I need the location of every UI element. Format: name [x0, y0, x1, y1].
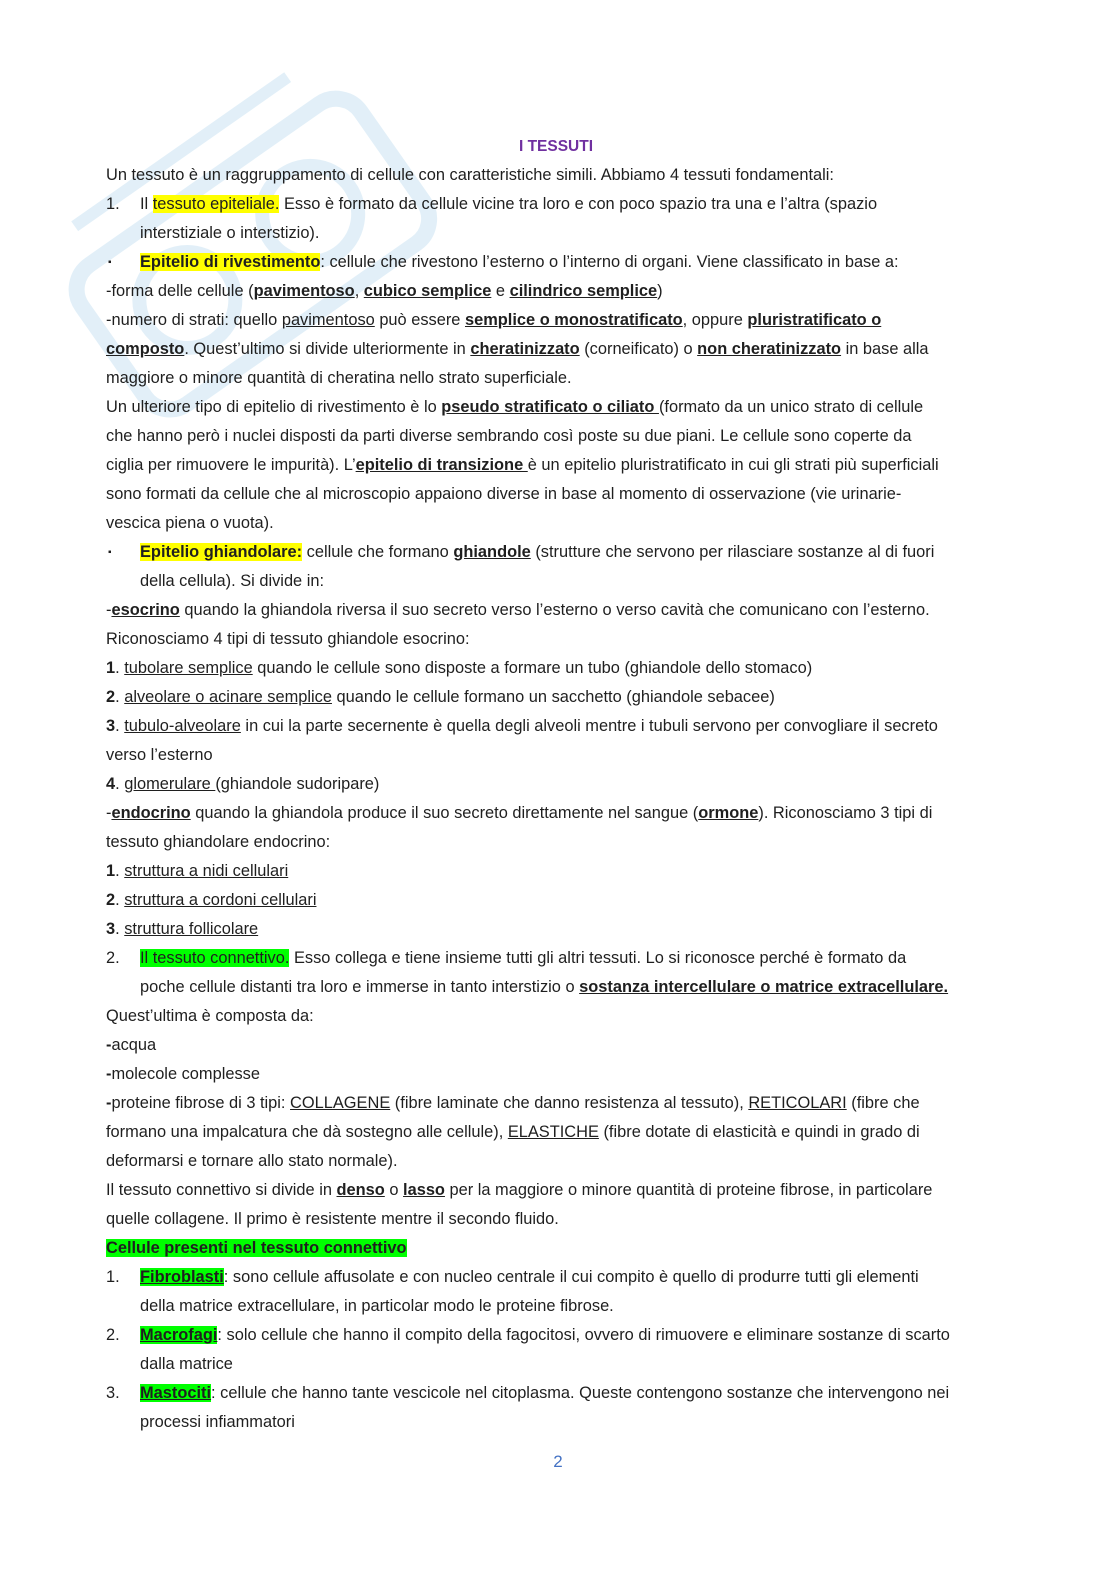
- text-line: [106, 1292, 1006, 1321]
- text-line: [106, 1176, 1006, 1205]
- text-line: [106, 1002, 1006, 1031]
- text-run: della matrice extracellulare, in particolar modo le proteine fibrose.: [140, 1297, 614, 1315]
- text-run: RETICOLARI: [748, 1094, 847, 1112]
- text-run: struttura a nidi cellulari: [124, 862, 289, 880]
- text-run: struttura a cordoni cellulari: [124, 891, 317, 909]
- document-body: [106, 132, 1006, 1437]
- text-run: (fibre che: [846, 1094, 920, 1112]
- text-run: lasso: [403, 1181, 445, 1199]
- text-line: [106, 1350, 1006, 1379]
- list-number: 3.: [106, 1384, 120, 1402]
- text-run: Un ulteriore tipo di epitelio di rivestimento è lo: [106, 398, 442, 416]
- text-run: -: [106, 601, 112, 619]
- text-line: [106, 625, 1006, 654]
- text-run: tessuto ghiandolare endocrino:: [106, 833, 331, 851]
- text-line: [106, 1263, 1006, 1292]
- text-run: 3: [106, 717, 116, 735]
- text-line: [106, 770, 1006, 799]
- text-run: esocrino: [111, 601, 180, 619]
- text-run: epitelio di transizione: [355, 456, 528, 474]
- text-run: , oppure: [682, 311, 748, 329]
- text-line: [106, 1060, 1006, 1089]
- text-line: [106, 1205, 1006, 1234]
- text-run: ciglia per rimuovere le impurità). L’: [106, 456, 356, 474]
- text-run: 2: [106, 891, 116, 909]
- text-run: Esso è formato da cellule vicine tra loro e con poco spazio tra una e l’altra (spazio: [279, 195, 878, 213]
- text-run: (fibre laminate che danno resistenza al tessuto),: [390, 1094, 749, 1112]
- text-line: [106, 248, 1006, 277]
- text-run: quando la ghiandola produce il suo secreto direttamente nel sangue (: [190, 804, 699, 822]
- text-run: Esso collega e tiene insieme tutti gli altri tessuti. Lo si riconosce perché è formato da: [289, 949, 907, 967]
- text-run: (fibre dotate di elasticità e quindi in grado di: [598, 1123, 920, 1141]
- text-line: [106, 161, 1006, 190]
- text-run: è un epitelio pluristratificato in cui gli strati più superficiali: [527, 456, 939, 474]
- text-line: [106, 567, 1006, 596]
- text-line: [106, 857, 1006, 886]
- text-run: -forma delle cellule (: [106, 282, 254, 300]
- text-run: Epitelio di rivestimento: [140, 253, 321, 271]
- text-run: .: [115, 775, 125, 793]
- text-run: .: [115, 659, 125, 677]
- text-run: (ghiandole sudoripare): [215, 775, 380, 793]
- text-run: Il tessuto connettivo.: [140, 949, 290, 967]
- text-run: Cellule presenti nel tessuto connettivo: [106, 1239, 407, 1257]
- text-run: proteine fibrose di 3 tipi:: [111, 1094, 291, 1112]
- text-run: sono formati da cellule che al microscopio appaiono diverse in base al momento di osservazione (vie urinarie-: [106, 485, 902, 503]
- list-number: 2.: [106, 1326, 120, 1344]
- text-run: cilindrico semplice: [509, 282, 658, 300]
- text-line: [106, 828, 1006, 857]
- text-line: [106, 451, 1006, 480]
- text-run: deformarsi e tornare allo stato normale).: [106, 1152, 398, 1170]
- text-run: Un tessuto è un raggruppamento di cellule con caratteristiche simili. Abbiamo 4 tessuti fondamentali:: [106, 166, 834, 184]
- text-run: vescica piena o vuota).: [106, 514, 274, 532]
- text-run: (strutture che servono per rilasciare sostanze al di fuori: [530, 543, 935, 561]
- text-run: 2: [106, 688, 116, 706]
- text-run: : sono cellule affusolate e con nucleo centrale il cui compito è quello di produrre tutti gli elementi: [223, 1268, 919, 1286]
- text-run: Il: [140, 195, 153, 213]
- text-line: [106, 1118, 1006, 1147]
- text-run: tubolare semplice: [124, 659, 253, 677]
- text-line: [106, 654, 1006, 683]
- text-run: .: [115, 862, 125, 880]
- text-run: Epitelio ghiandolare:: [140, 543, 303, 561]
- text-run: : solo cellule che hanno il compito della fagocitosi, ovvero di rimuovere e eliminare sostanze di scarto: [217, 1326, 950, 1344]
- text-run: che hanno però i nuclei disposti da parti diverse sembrando così poste su due piani. Le cellule sono coperte da: [106, 427, 912, 445]
- text-run: -: [106, 1036, 112, 1054]
- text-run: -: [106, 804, 112, 822]
- text-line: [106, 683, 1006, 712]
- text-line: [106, 306, 1006, 335]
- text-run: . Quest’ultimo si divide ulteriormente in: [184, 340, 471, 358]
- text-run: interstiziale o interstizio).: [140, 224, 320, 242]
- text-run: .: [115, 891, 125, 909]
- text-run: pavimentoso: [281, 311, 375, 329]
- text-line: [106, 364, 1006, 393]
- text-line: [106, 1379, 1006, 1408]
- text-run: acqua: [111, 1036, 157, 1054]
- text-run: : cellule che hanno tante vescicole nel citoplasma. Queste contengono sostanze che intervengono nei: [211, 1384, 950, 1402]
- text-run: può essere: [374, 311, 465, 329]
- text-run: 4: [106, 775, 116, 793]
- text-run: ): [657, 282, 663, 300]
- text-run: .: [115, 688, 125, 706]
- text-run: della cellula). Si divide in:: [140, 572, 325, 590]
- text-run: : cellule che rivestono l’esterno o l’interno di organi. Viene classificato in base a:: [320, 253, 899, 271]
- text-run: endocrino: [111, 804, 191, 822]
- text-run: o: [384, 1181, 404, 1199]
- text-line: [106, 335, 1006, 364]
- text-run: (formato da un unico strato di cellule: [658, 398, 924, 416]
- text-run: dalla matrice: [140, 1355, 233, 1373]
- text-run: glomerulare: [124, 775, 216, 793]
- text-run: 3: [106, 920, 116, 938]
- text-line: [106, 190, 1006, 219]
- text-line: [106, 219, 1006, 248]
- text-run: 1: [106, 659, 116, 677]
- text-run: ,: [354, 282, 364, 300]
- text-line: [106, 1089, 1006, 1118]
- text-run: in cui la parte secernente è quella degli alveoli mentre i tubuli servono per convogliare il secreto: [240, 717, 938, 735]
- text-run: ghiandole: [453, 543, 531, 561]
- text-run: pavimentoso: [253, 282, 355, 300]
- text-run: Mastociti: [140, 1384, 212, 1402]
- text-run: cubico semplice: [363, 282, 492, 300]
- text-run: per la maggiore o minore quantità di proteine fibrose, in particolare: [444, 1181, 933, 1199]
- text-run: struttura follicolare: [124, 920, 259, 938]
- text-run: e: [491, 282, 510, 300]
- text-line: [106, 422, 1006, 451]
- text-run: molecole complesse: [111, 1065, 260, 1083]
- text-line: [106, 1147, 1006, 1176]
- text-line: [106, 509, 1006, 538]
- text-run: 1: [106, 862, 116, 880]
- text-run: ). Riconosciamo 3 tipi di: [758, 804, 933, 822]
- text-run: COLLAGENE: [290, 1094, 391, 1112]
- text-run: quando le cellule formano un sacchetto (ghiandole sebacee): [331, 688, 775, 706]
- text-line: [106, 973, 1006, 1002]
- text-line: [106, 538, 1006, 567]
- text-line: [106, 596, 1006, 625]
- text-run: .: [115, 717, 125, 735]
- text-run: non cheratinizzato: [697, 340, 842, 358]
- text-line: [106, 712, 1006, 741]
- text-run: verso l’esterno: [106, 746, 213, 764]
- text-line: [106, 393, 1006, 422]
- text-line: [106, 1234, 1006, 1263]
- text-line: [106, 1321, 1006, 1350]
- text-run: sostanza intercellulare o matrice extracellulare.: [579, 978, 949, 996]
- text-run: -numero di strati: quello: [106, 311, 282, 329]
- text-run: Fibroblasti: [140, 1268, 224, 1286]
- text-line: [106, 799, 1006, 828]
- text-run: quando la ghiandola riversa il suo secreto verso l’esterno o verso cavità che comunicano con l’esterno.: [179, 601, 930, 619]
- text-line: [106, 915, 1006, 944]
- text-run: -: [106, 1094, 112, 1112]
- text-run: quando le cellule sono disposte a formare un tubo (ghiandole dello stomaco): [252, 659, 813, 677]
- text-run: cellule che formano: [302, 543, 454, 561]
- text-run: tessuto epiteliale.: [152, 195, 280, 213]
- text-run: composto: [106, 340, 185, 358]
- text-run: alveolare o acinare semplice: [124, 688, 332, 706]
- text-run: pluristratificato o: [747, 311, 882, 329]
- text-run: pseudo stratificato o ciliato: [441, 398, 659, 416]
- text-run: (corneificato) o: [579, 340, 698, 358]
- text-run: ELASTICHE: [507, 1123, 599, 1141]
- list-number: 1.: [106, 195, 120, 213]
- text-run: poche cellule distanti tra loro e immerse in tanto interstizio o: [140, 978, 580, 996]
- text-line: [106, 277, 1006, 306]
- text-run: Riconosciamo 4 tipi di tessuto ghiandole esocrino:: [106, 630, 470, 648]
- list-number: 1.: [106, 1268, 120, 1286]
- text-run: -: [106, 1065, 112, 1083]
- page-title: I TESSUTI: [518, 138, 594, 155]
- text-line: [106, 944, 1006, 973]
- text-run: quelle collagene. Il primo è resistente mentre il secondo fluido.: [106, 1210, 559, 1228]
- text-run: formano una impalcatura che dà sostegno alle cellule),: [106, 1123, 508, 1141]
- page-number: 2: [553, 1452, 563, 1471]
- text-run: semplice o monostratificato: [464, 311, 683, 329]
- text-line: [106, 1031, 1006, 1060]
- text-run: ormone: [698, 804, 759, 822]
- text-run: processi infiammatori: [140, 1413, 295, 1431]
- list-bullet: ▪: [108, 257, 112, 268]
- list-bullet: ▪: [108, 547, 112, 558]
- text-run: in base alla: [841, 340, 929, 358]
- text-line: [106, 886, 1006, 915]
- text-run: cheratinizzato: [470, 340, 580, 358]
- text-run: denso: [336, 1181, 385, 1199]
- list-number: 2.: [106, 949, 120, 967]
- text-run: maggiore o minore quantità di cheratina nello strato superficiale.: [106, 369, 572, 387]
- text-line: [106, 480, 1006, 509]
- text-run: Il tessuto connettivo si divide in: [106, 1181, 337, 1199]
- text-run: tubulo-alveolare: [124, 717, 241, 735]
- text-line: [106, 1408, 1006, 1437]
- text-run: Macrofagi: [140, 1326, 218, 1344]
- text-run: .: [115, 920, 125, 938]
- text-run: Quest’ultima è composta da:: [106, 1007, 314, 1025]
- text-line: [106, 741, 1006, 770]
